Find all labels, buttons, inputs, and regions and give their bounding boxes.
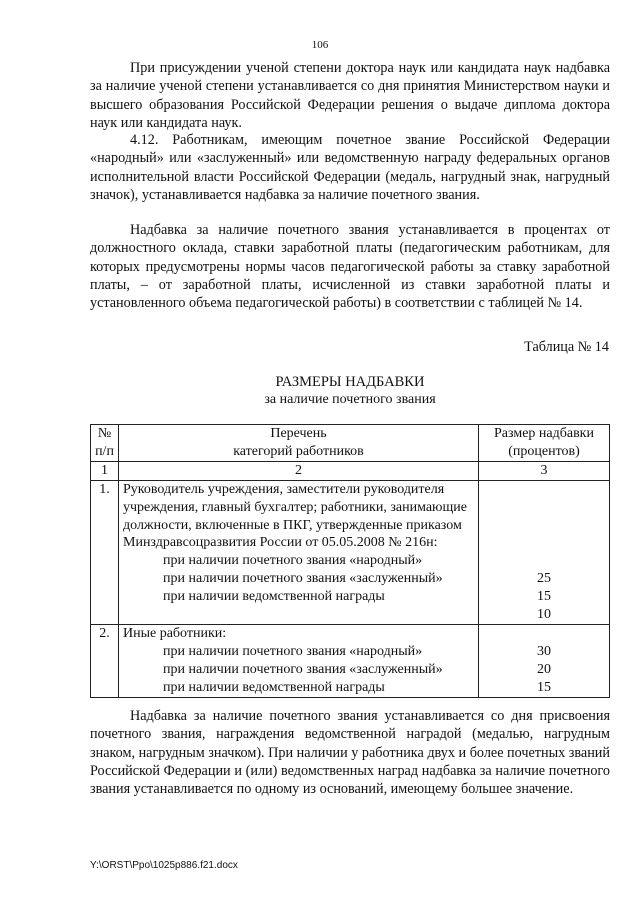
table-header-row: [91, 425, 610, 462]
sub-item-label: при наличии почетного звания «заслуженный»: [163, 661, 443, 677]
table-subtitle: за наличие почетного звания: [264, 392, 436, 407]
sub-item-value: 30: [537, 643, 551, 659]
sub-item-label: при наличии почетного звания «народный»: [163, 553, 423, 569]
header-number: № п/п: [91, 425, 119, 462]
allowance-table: [90, 424, 610, 698]
paragraph-degree-allowance: При присуждении ученой степени доктора наук или кандидата наук надбавка за наличие ученой степени устанавливается со дня принятия Министерством науки и высшего образования Российской Федерации решения о выдаче диплома доктора наук или кандидата наук.: [90, 60, 610, 131]
sub-item-value: 15: [537, 679, 551, 695]
category-text: Иные работники:: [123, 625, 227, 641]
sub-item-value: 25: [537, 571, 551, 587]
column-number: 1: [91, 461, 119, 480]
row-number: 1.: [91, 480, 119, 624]
paragraph-4-12: 4.12. Работникам, имеющим почетное звание Российской Федерации «народный» или «заслуженный» или ведомственную награду федеральных органов исполнительной власти Российской Федерации (медаль, нагрудный знак, нагрудный значок), устанавливается надбавка за наличие почетного звания.: [90, 132, 610, 203]
column-number-row: [91, 461, 610, 480]
page-number: 106: [311, 39, 329, 51]
sub-item-label: при наличии почетного звания «заслуженный»: [163, 571, 443, 587]
sub-item-value: 20: [537, 661, 551, 677]
sub-item-value: 15: [537, 589, 551, 605]
table-title: РАЗМЕРЫ НАДБАВКИ: [275, 374, 425, 390]
sub-item-value: 10: [537, 607, 551, 623]
header-category: Перечень категорий работников: [119, 425, 479, 462]
paragraph-multiple-titles: Надбавка за наличие почетного звания устанавливается со дня присвоения почетного звания, награждения ведомственной наградой (медалью, нагрудным знаком, нагрудным значком). При наличии у работника двух и более почетных званий Российской Федерации и (или) ведомственных наград надбавка за наличие почетного звания устанавливается по одному из оснований, имеющему большее значение.: [90, 708, 610, 798]
column-number: 2: [119, 461, 479, 480]
row-number: 2.: [91, 624, 119, 697]
row-values: [479, 624, 610, 697]
sub-item-label: при наличии ведомственной награды: [163, 679, 385, 695]
header-size: Размер надбавки (процентов): [479, 425, 610, 462]
footer-file-path: Y:\ORST\Ppo\1025p886.f21.docx: [90, 860, 238, 871]
row-category: [119, 480, 479, 624]
row-category: [119, 624, 479, 697]
sub-item-label: при наличии почетного звания «народный»: [163, 643, 423, 659]
table-row: [91, 480, 610, 624]
paragraph-allowance-percent: Надбавка за наличие почетного звания устанавливается в процентах от должностного оклада, ставки заработной платы (педагогическим работникам, для которых предусмотрены нормы часов педагогической работы за ставку заработной платы, – от заработной платы, исчисленной из ставки заработной платы и установленного объема педагогической работы) в соответствии с таблицей № 14.: [90, 222, 610, 312]
sub-item-label: при наличии ведомственной награды: [163, 589, 385, 605]
table-number-label: Таблица № 14: [524, 339, 609, 355]
table-row: [91, 624, 610, 697]
category-text: Руководитель учреждения, заместители руководителя учреждения, главный бухгалтер; работники, занимающие должности, включенные в ПКГ, утвержденные приказом Минздравсоцразвития России от 05.05.2008 № 216н:: [123, 481, 467, 551]
row-values: [479, 480, 610, 624]
column-number: 3: [479, 461, 610, 480]
